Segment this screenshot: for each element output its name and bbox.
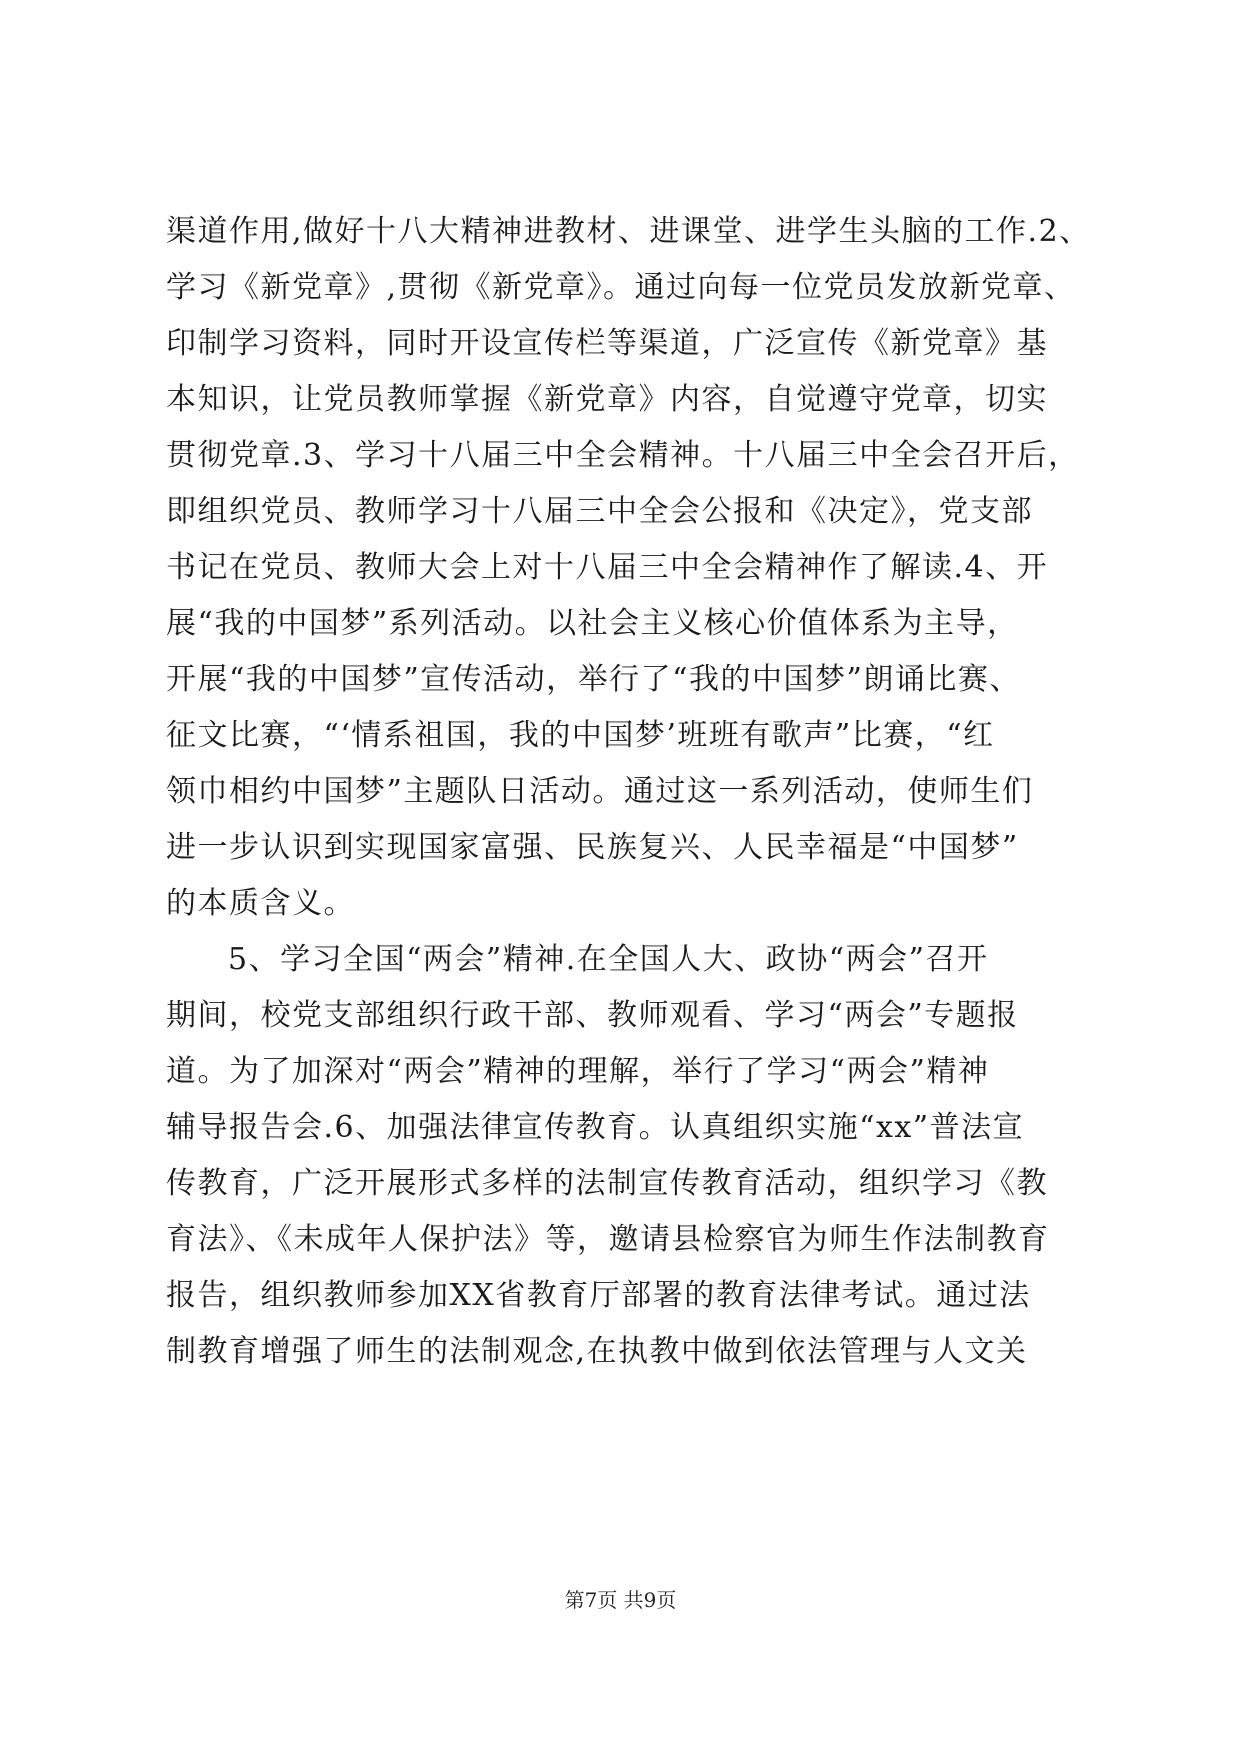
text-line: 征文比赛，“‘情系祖国，我的中国梦’班班有歌声”比赛，“红: [166, 718, 995, 753]
text-line: 领巾相约中国梦”主题队日活动。通过这一系列活动，使师生们: [166, 774, 1034, 809]
text-line: 本知识，让党员教师掌握《新党章》内容，自觉遵守党章，切实: [166, 382, 1048, 417]
text-line: 进一步认识到实现国家富强、民族复兴、人民幸福是“中国梦”: [166, 830, 1019, 865]
text-line: 育法》、《未成年人保护法》等，邀请县检察官为师生作法制教育: [166, 1222, 1050, 1257]
text-line: 道。为了加深对“两会”精神的理解，举行了学习“两会”精神: [166, 1054, 990, 1089]
text-line: 传教育，广泛开展形式多样的法制宣传教育活动，组织学习《教: [166, 1166, 1048, 1201]
text-line: 印制学习资料，同时开设宣传栏等渠道，广泛宣传《新党章》基: [166, 326, 1048, 361]
text-line: 展“我的中国梦”系列活动。以社会主义核心价值体系为主导，: [166, 606, 1019, 641]
text-line: 报告，组织教师参加XX省教育厅部署的教育法律考试。通过法: [166, 1278, 1031, 1313]
text-line: 期间，校党支部组织行政干部、教师观看、学习“两会”专题报: [166, 998, 1019, 1033]
text-line: 贯彻党章.3、学习十八届三中全会精神。十八届三中全会召开后，: [166, 438, 1080, 473]
text-line: 制教育增强了师生的法制观念,在执教中做到依法管理与人文关: [166, 1334, 1028, 1369]
text-line: 的本质含义。: [166, 886, 355, 921]
text-line: 书记在党员、教师大会上对十八届三中全会精神作了解读.4、开: [166, 550, 1049, 585]
page-number-footer: 第7页 共9页: [564, 1588, 677, 1612]
text-line: 渠道作用,做好十八大精神进教材、进课堂、进学生头脑的工作.2、: [166, 214, 1091, 249]
text-line: 即组织党员、教师学习十八届三中全会公报和《决定》，党支部: [166, 494, 1033, 529]
text-line-indented: 5、学习全国“两会”精神.在全国人大、政协“两会”召开: [228, 942, 989, 977]
text-line: 开展“我的中国梦”宣传活动，举行了“我的中国梦”朗诵比赛、: [166, 662, 1021, 697]
text-line: 学习《新党章》,贯彻《新党章》。通过向每一位党员发放新党章、: [166, 270, 1076, 305]
text-line: 辅导报告会.6、加强法律宣传教育。认真组织实施“xx”普法宣: [166, 1110, 1025, 1145]
